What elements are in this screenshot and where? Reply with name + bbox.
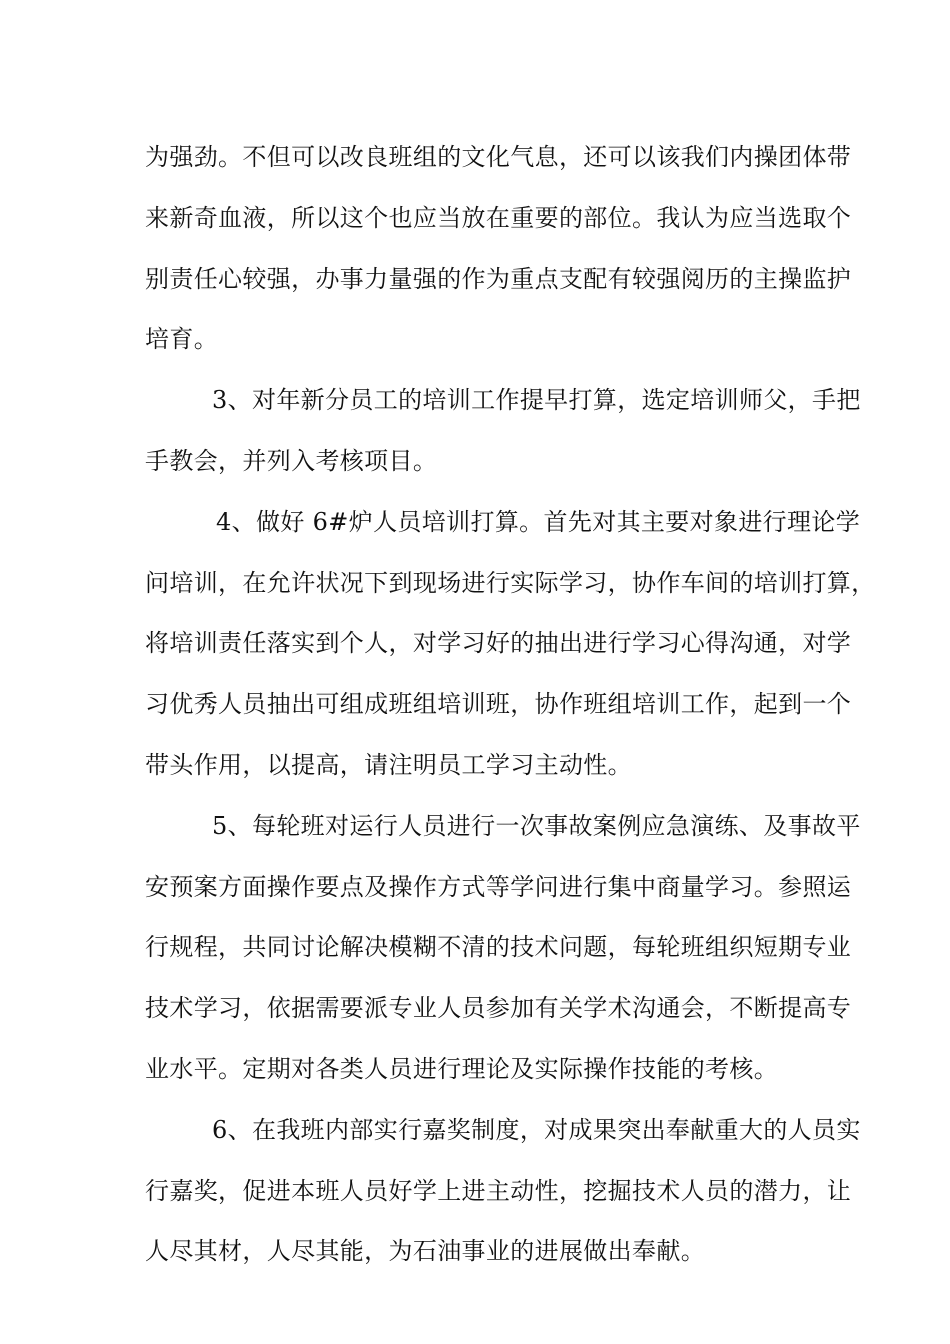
paragraph-4-start: 4、做好 6#炉人员培训打算。首先对其主要对象进行理论学 [216,507,861,536]
text-line: 行规程，共同讨论解决模糊不清的技术问题，每轮班组织短期专业 [145,933,852,962]
text-line: 人尽其材，人尽其能，为石油事业的进展做出奉献。 [145,1237,706,1266]
paragraph-3-start: 3、对年新分员工的培训工作提早打算，选定培训师父，手把 [212,386,861,415]
text-line: 带头作用，以提高，请注明员工学习主动性。 [145,750,632,779]
paragraph-6-start: 6、在我班内部实行嘉奖制度，对成果突出奉献重大的人员实 [212,1115,861,1144]
text-line: 为强劲。不但可以改良班组的文化气息，还可以该我们内操团体带 [145,143,852,171]
text-line: 行嘉奖，促进本班人员好学上进主动性，挖掘技术人员的潜力，让 [145,1176,852,1205]
text-line: 培育。 [145,325,219,354]
text-line: 将培训责任落实到个人，对学习好的抽出进行学习心得沟通，对学 [145,629,852,658]
text-line: 安预案方面操作要点及操作方式等学问进行集中商量学习。参照运 [145,872,852,901]
paragraph-5-start: 5、每轮班对运行人员进行一次事故案例应急演练、及事故平 [212,811,861,840]
text-line: 技术学习，依据需要派专业人员参加有关学术沟通会，不断提高专 [145,994,852,1023]
text-line: 问培训，在允许状况下到现场进行实际学习，协作车间的培训打算， [145,568,876,597]
text-line: 手教会，并列入考核项目。 [145,446,438,475]
text-line: 业水平。定期对各类人员进行理论及实际操作技能的考核。 [145,1054,779,1083]
text-line: 别责任心较强，办事力量强的作为重点支配有较强阅历的主操监护 [145,264,852,293]
document-body [145,127,876,1282]
text-line: 习优秀人员抽出可组成班组培训班，协作班组培训工作，起到一个 [145,690,852,719]
text-line: 来新奇血液，所以这个也应当放在重要的部位。我认为应当选取个 [145,203,852,232]
